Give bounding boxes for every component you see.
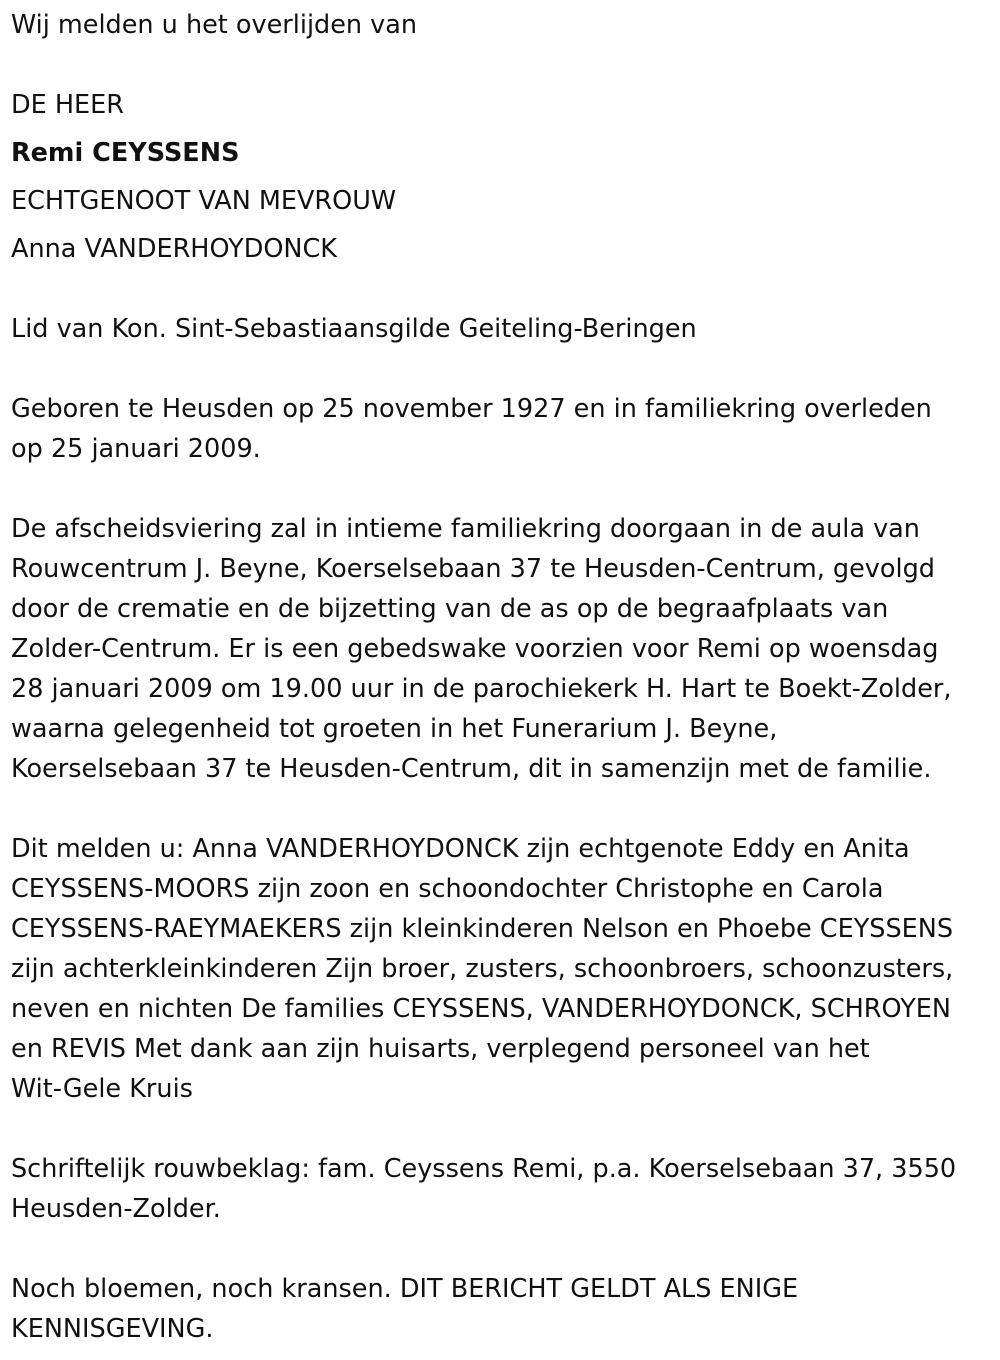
membership-line: Lid van Kon. Sint-Sebastiaansgilde Geiteling-Beringen <box>11 314 697 344</box>
spacer <box>11 789 993 829</box>
paragraph-line: Rouwcentrum J. Beyne, Koerselsebaan 37 te Heusden-Centrum, gevolgd <box>11 554 935 584</box>
spacer <box>11 269 993 309</box>
spouse-label: ECHTGENOOT VAN MEVROUW <box>11 186 397 216</box>
paragraph-line: neven en nichten De families CEYSSENS, VANDERHOYDONCK, SCHROYEN <box>11 994 951 1024</box>
paragraph-line: Geboren te Heusden op 25 november 1927 en in familiekring overleden <box>11 394 932 424</box>
paragraph-line: waarna gelegenheid tot groeten in het Funerarium J. Beyne, <box>11 714 778 744</box>
paragraph-line: en REVIS Met dank aan zijn huisarts, verplegend personeel van het <box>11 1034 870 1064</box>
paragraph-line: door de crematie en de bijzetting van de as op de begraafplaats van <box>11 594 889 624</box>
paragraph-line: De afscheidsviering zal in intieme familiekring doorgaan in de aula van <box>11 514 920 544</box>
paragraph-line: CEYSSENS-MOORS zijn zoon en schoondochter Christophe en Carola <box>11 874 884 904</box>
paragraph-line: CEYSSENS-RAEYMAEKERS zijn kleinkinderen Nelson en Phoebe CEYSSENS <box>11 914 954 944</box>
paragraph-line: Noch bloemen, noch kransen. DIT BERICHT GELDT ALS ENIGE <box>11 1274 799 1304</box>
paragraph-line: Wit-Gele Kruis <box>11 1074 193 1104</box>
paragraph-line: Schriftelijk rouwbeklag: fam. Ceyssens Remi, p.a. Koerselsebaan 37, 3550 <box>11 1154 957 1184</box>
paragraph-line: 28 januari 2009 om 19.00 uur in de parochiekerk H. Hart te Boekt-Zolder, <box>11 674 952 704</box>
deceased-name: Remi CEYSSENS <box>11 138 240 168</box>
spacer <box>11 1109 993 1149</box>
closing-paragraph <box>11 1269 993 1349</box>
paragraph-line: zijn achterkleinkinderen Zijn broer, zusters, schoonbroers, schoonzusters, <box>11 954 954 984</box>
birth-death-paragraph <box>11 389 993 469</box>
honorific: DE HEER <box>11 90 124 120</box>
paragraph-line: KENNISGEVING. <box>11 1314 214 1344</box>
paragraph-line: Zolder-Centrum. Er is een gebedswake voorzien voor Remi op woensdag <box>11 634 939 664</box>
spacer <box>11 349 993 389</box>
condolences-paragraph <box>11 1149 993 1229</box>
deceased-block <box>11 85 993 269</box>
paragraph-line: Heusden-Zolder. <box>11 1194 221 1224</box>
ceremony-paragraph <box>11 509 993 789</box>
paragraph-line: Dit melden u: Anna VANDERHOYDONCK zijn echtgenote Eddy en Anita <box>11 834 910 864</box>
intro-line: Wij melden u het overlijden van <box>11 10 418 40</box>
spacer <box>11 469 993 509</box>
spouse-name: Anna VANDERHOYDONCK <box>11 234 338 264</box>
family-paragraph <box>11 829 993 1109</box>
spacer <box>11 1229 993 1269</box>
paragraph-line: Koerselsebaan 37 te Heusden-Centrum, dit in samenzijn met de familie. <box>11 754 932 784</box>
spacer <box>11 45 993 85</box>
obituary-notice <box>11 5 993 1349</box>
paragraph-line: op 25 januari 2009. <box>11 434 261 464</box>
